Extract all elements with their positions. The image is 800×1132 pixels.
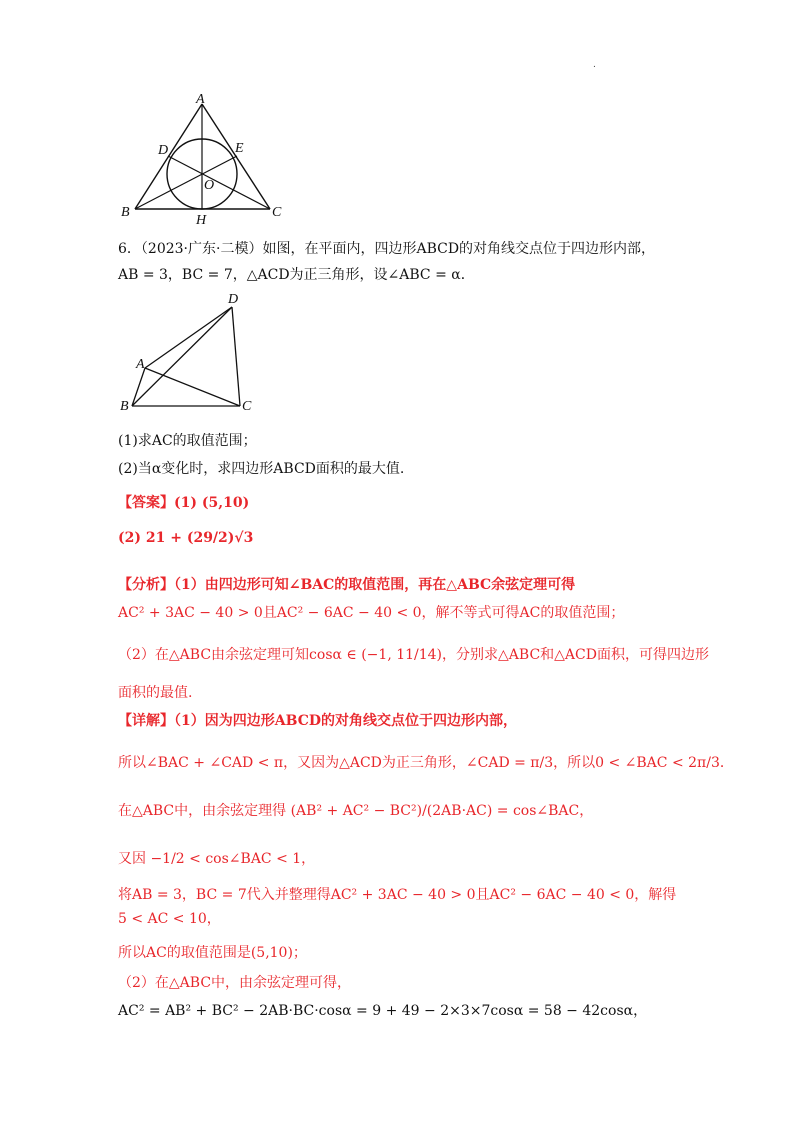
- analysis-line-1: [118, 574, 575, 594]
- line-co: [168, 156, 270, 209]
- answer-tag: 【答案】: [118, 495, 174, 511]
- label-c: C: [272, 205, 282, 220]
- label-a: A: [196, 92, 205, 107]
- question-2: (2)当α变化时，求四边形ABCD面积的最大值.: [118, 461, 405, 477]
- line-bo: [135, 156, 237, 209]
- problem-source: （2023·广东·二模）: [140, 241, 263, 257]
- label-a2: A: [136, 357, 145, 372]
- label-d: D: [158, 143, 169, 158]
- figure-quadrilateral: [112, 290, 262, 415]
- analysis-text-2: AC² + 3AC − 40 > 0且AC² − 6AC − 40 < 0，解不等式可得AC的取值范围；: [118, 605, 625, 621]
- diag-bd2: [132, 307, 232, 406]
- answer-part-1: (1) (5,10): [174, 495, 250, 511]
- detail-text-6: 5 < AC < 10，: [118, 911, 221, 927]
- label-b: B: [121, 205, 130, 220]
- question-1: (1)求AC的取值范围；: [118, 433, 257, 449]
- detail-tag: 【详解】: [118, 713, 174, 729]
- analysis-text-3: （2）在△ABC由余弦定理可知cosα ∈ (−1, 11/14)，分别求△ABC和△ACD面积，可得四边形: [118, 647, 709, 663]
- diag-ac2: [145, 368, 240, 406]
- answer-part-2: (2) 21 + (29/2)√3: [118, 530, 254, 546]
- analysis-text-1: （1）由四边形可知∠BAC的取值范围，再在△ABC余弦定理可得: [174, 577, 576, 593]
- label-c2: C: [242, 399, 252, 414]
- analysis-tag: 【分析】: [118, 577, 174, 593]
- label-e: E: [235, 141, 244, 156]
- detail-text-9: AC² = AB² + BC² − 2AB·BC·cosα = 9 + 49 − 2×3×7cosα = 58 − 42cosα，: [118, 1003, 648, 1019]
- problem-stem-1: 如图，在平面内，四边形ABCD的对角线交点位于四边形内部，: [262, 241, 656, 257]
- label-d2: D: [228, 292, 239, 307]
- detail-text-8: （2）在△ABC中，由余弦定理可得，: [118, 975, 352, 991]
- detail-text-2: 所以∠BAC + ∠CAD < π，又因为△ACD为正三角形，∠CAD = π/3，所以0 < ∠BAC < 2π/3．: [118, 755, 734, 771]
- analysis-text-4: 面积的最值.: [118, 685, 193, 701]
- detail-text-7: 所以AC的取值范围是(5,10)；: [118, 945, 307, 961]
- problem-line-1: [118, 238, 655, 258]
- detail-text-3: 在△ABC中，由余弦定理得 (AB² + AC² − BC²)/(2AB·AC) = cos∠BAC，: [118, 803, 594, 819]
- label-o: O: [204, 178, 215, 193]
- label-h: H: [196, 213, 207, 227]
- detail-text-1: （1）因为四边形ABCD的对角线交点位于四边形内部，: [174, 713, 517, 729]
- detail-text-5: 将AB = 3，BC = 7代入并整理得AC² + 3AC − 40 > 0且AC² − 6AC − 40 < 0，解得: [118, 887, 677, 903]
- side-cd2: [232, 307, 240, 406]
- side-da2: [145, 307, 232, 368]
- answer-line-1: [118, 492, 249, 512]
- detail-text-4: 又因 −1/2 < cos∠BAC < 1，: [118, 851, 316, 867]
- detail-line-1: [118, 710, 517, 730]
- problem-number: 6．: [118, 241, 141, 257]
- figure-incircle-triangle: [110, 92, 300, 227]
- label-b2: B: [120, 399, 129, 414]
- corner-mark: .: [593, 60, 596, 70]
- problem-stem-2: AB = 3，BC = 7，△ACD为正三角形，设∠ABC = α．: [118, 267, 475, 283]
